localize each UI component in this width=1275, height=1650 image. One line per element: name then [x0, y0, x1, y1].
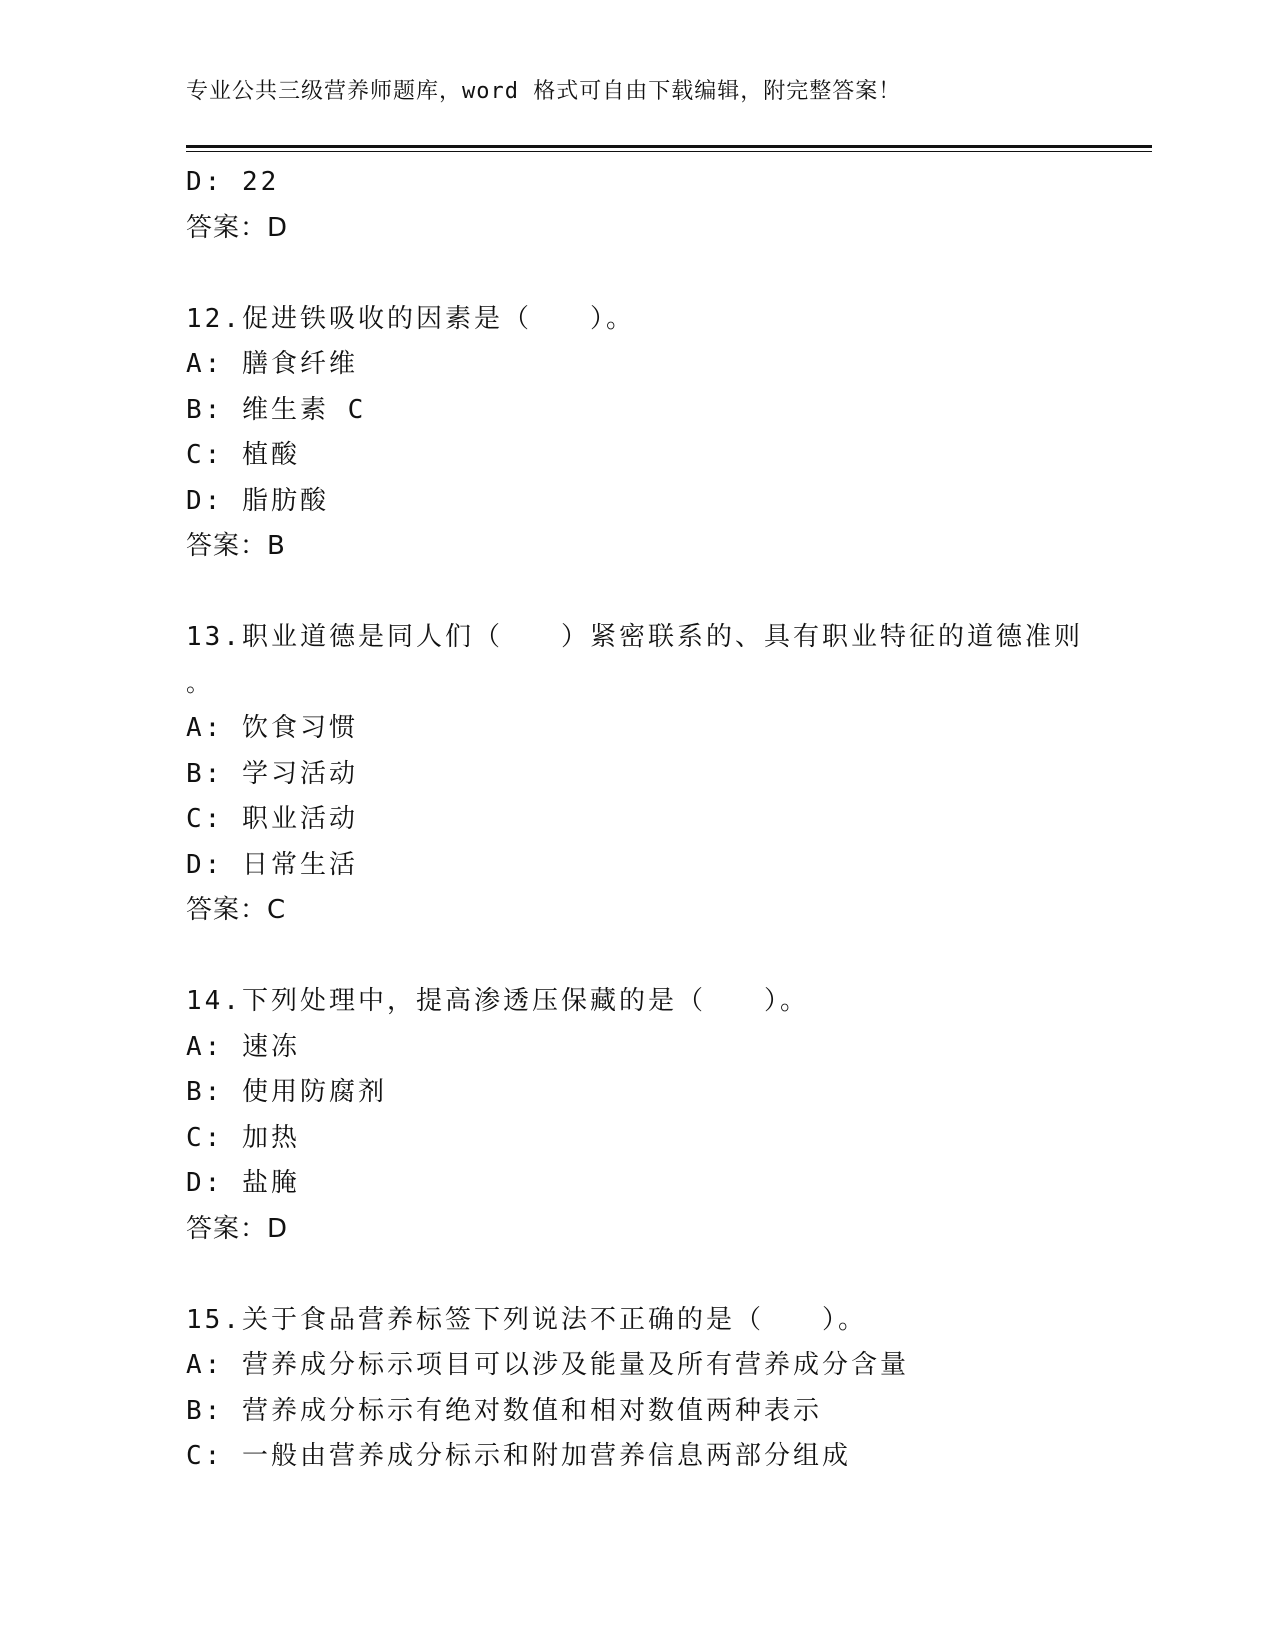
option-a: A: 饮食习惯 — [186, 713, 358, 743]
option-c: C: 植酸 — [186, 440, 300, 470]
option-b: B: 使用防腐剂 — [186, 1077, 387, 1107]
option-a: A: 营养成分标示项目可以涉及能量及所有营养成分含量 — [186, 1350, 909, 1380]
header-rule-thin — [186, 151, 1152, 152]
question-stem-continuation: 。 — [186, 668, 210, 697]
spacer — [186, 251, 1086, 297]
option-a: A: 膳食纤维 — [186, 349, 358, 379]
question-list — [186, 160, 1086, 1480]
option-d: D: 脂肪酸 — [186, 485, 329, 516]
answer: 答案：C — [186, 895, 287, 925]
option-b: B: 维生素 C — [186, 394, 367, 425]
question-stem: 15.关于食品营养标签下列说法不正确的是（ ）。 — [186, 1304, 867, 1335]
answer: 答案：D — [186, 212, 289, 243]
spacer — [186, 1252, 1086, 1298]
spacer — [186, 570, 1086, 616]
option-c: C: 职业活动 — [186, 804, 358, 834]
option-c: C: 加热 — [186, 1122, 300, 1153]
question-stem: 12.促进铁吸收的因素是（ ）。 — [186, 303, 635, 334]
spacer — [186, 934, 1086, 980]
answer: 答案：B — [186, 531, 286, 561]
option-d: D: 22 — [186, 167, 280, 197]
question-stem: 13.职业道德是同人们（ ）紧密联系的、具有职业特征的道德准则 — [186, 622, 1083, 652]
page-header: 专业公共三级营养师题库，word 格式可自由下载编辑，附完整答案！ — [186, 79, 902, 104]
option-a: A: 速冻 — [186, 1031, 300, 1062]
option-d: D: 日常生活 — [186, 849, 358, 880]
option-b: B: 营养成分标示有绝对数值和相对数值两种表示 — [186, 1395, 822, 1426]
header-rule-thick — [186, 145, 1152, 148]
option-b: B: 学习活动 — [186, 758, 358, 789]
option-d: D: 盐腌 — [186, 1168, 300, 1198]
answer: 答案：D — [186, 1213, 289, 1244]
option-c: C: 一般由营养成分标示和附加营养信息两部分组成 — [186, 1441, 851, 1471]
question-stem: 14.下列处理中，提高渗透压保藏的是（ ）。 — [186, 986, 809, 1016]
